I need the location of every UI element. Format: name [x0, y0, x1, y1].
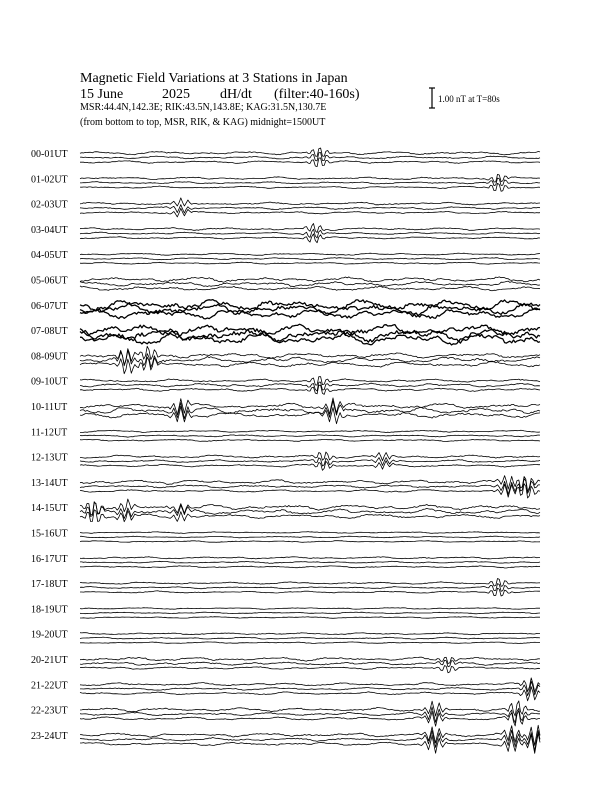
trace-msr	[80, 262, 540, 264]
trace-kag	[80, 579, 540, 587]
trace-rik	[80, 382, 540, 391]
hour-label: 21-22UT	[31, 680, 68, 692]
hour-label: 23-24UT	[31, 730, 68, 742]
hour-label: 07-08UT	[31, 326, 68, 338]
trace-rik	[80, 281, 540, 287]
hour-label: 06-07UT	[31, 300, 68, 312]
trace-kag	[80, 253, 540, 255]
trace-msr	[80, 406, 540, 423]
trace-kag	[80, 148, 540, 156]
hour-label: 14-15UT	[31, 503, 68, 515]
hour-label: 05-06UT	[31, 275, 68, 287]
hour-label: 10-11UT	[31, 402, 68, 413]
trace-msr	[80, 566, 540, 568]
trace-rik	[80, 258, 540, 260]
date-year: 2025	[162, 87, 190, 102]
hour-label: 02-03UT	[31, 199, 68, 211]
hour-label: 08-09UT	[31, 351, 68, 363]
hour-label: 03-04UT	[31, 224, 68, 236]
hour-label: 00-01UT	[31, 149, 68, 160]
trace-msr	[80, 208, 540, 217]
quantity-label: dH/dt	[220, 87, 252, 102]
station-order-note: (from bottom to top, MSR, RIK, & KAG) midnight=1500UT	[80, 117, 326, 128]
trace-rik	[80, 351, 540, 368]
hour-label: 11-12UT	[31, 427, 68, 439]
trace-rik	[80, 660, 540, 667]
trace-kag	[80, 557, 540, 559]
hour-label: 12-13UT	[31, 452, 68, 464]
trace-msr	[80, 439, 540, 441]
trace-kag	[80, 277, 540, 282]
trace-kag	[80, 198, 540, 206]
trace-msr	[80, 461, 540, 471]
trace-rik	[80, 479, 540, 495]
trace-msr	[80, 158, 540, 167]
trace-kag	[80, 430, 540, 432]
trace-kag	[80, 300, 540, 311]
chart-title: Magnetic Field Variations at 3 Stations in Japan	[80, 71, 348, 86]
trace-kag	[80, 476, 540, 492]
hour-label: 09-10UT	[31, 376, 68, 388]
scale-label: 1.00 nT at T=80s	[438, 94, 500, 104]
trace-kag	[80, 452, 540, 461]
trace-rik	[80, 561, 540, 563]
trace-rik	[80, 730, 540, 751]
trace-rik	[80, 503, 540, 519]
hour-label: 13-14UT	[31, 477, 68, 489]
trace-msr	[80, 666, 540, 673]
hour-label: 04-05UT	[31, 250, 68, 262]
trace-msr	[80, 309, 540, 319]
hour-label: 01-02UT	[31, 174, 68, 186]
trace-kag	[80, 657, 540, 663]
trace-rik	[80, 584, 540, 592]
trace-kag	[80, 633, 540, 635]
trace-msr	[80, 588, 540, 596]
trace-msr	[80, 642, 540, 644]
hour-label: 17-18UT	[31, 579, 68, 591]
trace-msr	[80, 286, 540, 291]
trace-msr	[80, 183, 540, 191]
hour-label: 18-19UT	[31, 604, 68, 616]
hour-label: 19-20UT	[31, 629, 68, 641]
trace-rik	[80, 612, 540, 614]
hour-label: 16-17UT	[31, 553, 68, 565]
trace-kag	[80, 725, 540, 745]
trace-msr	[80, 541, 540, 543]
date-day: 15 June	[80, 87, 124, 102]
hour-label: 22-23UT	[31, 705, 68, 717]
hour-label: 15-16UT	[31, 528, 68, 540]
trace-rik	[80, 637, 540, 639]
trace-rik	[80, 536, 540, 538]
station-coordinates: MSR:44.4N,142.3E; RIK:43.5N,143.8E; KAG:31.5N,130.7E	[80, 102, 327, 113]
trace-rik	[80, 435, 540, 437]
trace-kag	[80, 608, 540, 610]
filter-label: (filter:40-160s)	[274, 87, 360, 102]
trace-msr	[80, 617, 540, 619]
trace-rik	[80, 205, 540, 213]
trace-msr	[80, 510, 540, 522]
trace-rik	[80, 401, 540, 419]
hour-label: 20-21UT	[31, 655, 68, 666]
trace-kag	[80, 174, 540, 182]
trace-kag	[80, 377, 540, 386]
trace-kag	[80, 532, 540, 534]
trace-msr	[80, 711, 540, 727]
trace-msr	[80, 234, 540, 243]
trace-kag	[80, 224, 540, 233]
